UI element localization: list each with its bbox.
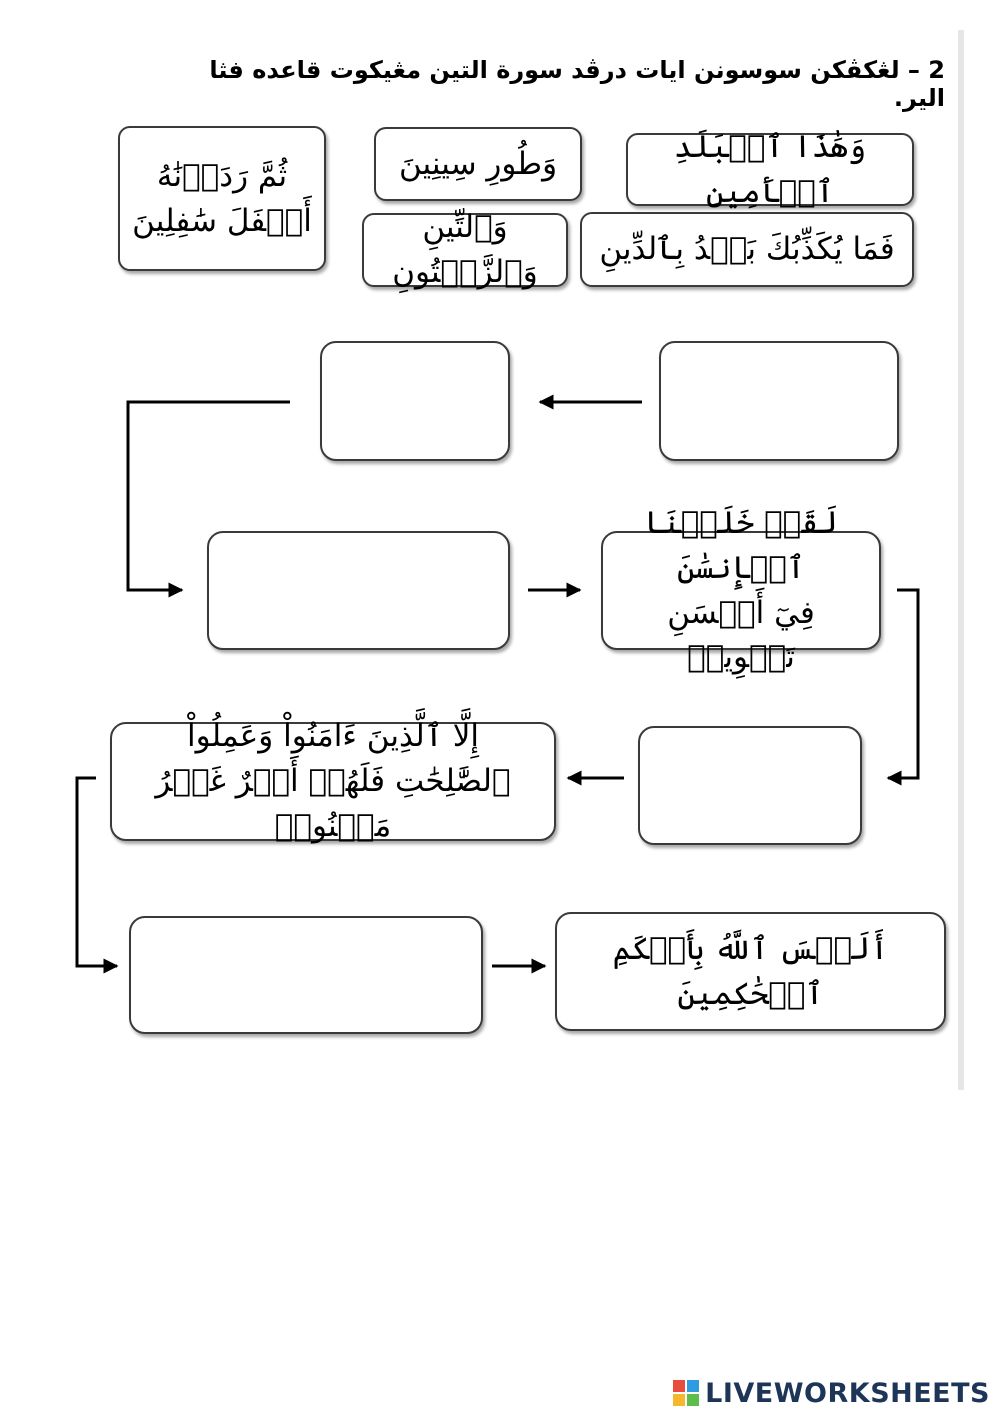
brand-text: LIVEWORKSHEETS	[705, 1377, 990, 1409]
brand-grid-icon	[673, 1380, 699, 1406]
verse-text: إِلَّا ٱلَّذِينَ ءَامَنُواْ وَعَمِلُواْ ٱلصَّٰلِحَٰتِ فَلَهُمۡ أَجۡرٌ غَيۡرُ مَمۡنُونٖ	[155, 718, 511, 844]
verse-text: أَلَيۡسَ ٱللَّهُ بِأَحۡكَمِ ٱلۡحَٰكِمِينَ	[612, 930, 889, 1012]
arrow-box4-to-box5	[888, 590, 918, 778]
verse-text: وَطُورِ سِينِينَ	[398, 145, 558, 182]
verse-text: فَمَا يُكَذِّبُكَ بَعۡدُ بِٱلدِّينِ	[599, 231, 895, 268]
verse-text: وَهَٰذَا ٱلۡبَلَدِ ٱلۡأَمِينِ	[673, 128, 867, 210]
verse-text: ثُمَّ رَدَدۡنَٰهُ أَسۡفَلَ سَٰفِلِينَ	[132, 157, 312, 239]
verse-text: لَقَدۡ خَلَقۡنَا ٱلۡإِنسَٰنَ فِيٓ أَحۡسَنِ تَقۡوِيمٖ	[644, 504, 838, 676]
liveworksheets-logo	[673, 1376, 990, 1410]
arrow-box6-to-box8	[77, 778, 117, 966]
verse-text: وَٱلتِّينِ وَٱلزَّيۡتُونِ	[392, 209, 538, 290]
arrow-box2-to-box3	[128, 402, 290, 590]
instruction-text: 2 – لڠكڤكن سوسونن ايات درڤد سورة التين مڠيكوت قاعده فثا الير.	[209, 56, 945, 112]
